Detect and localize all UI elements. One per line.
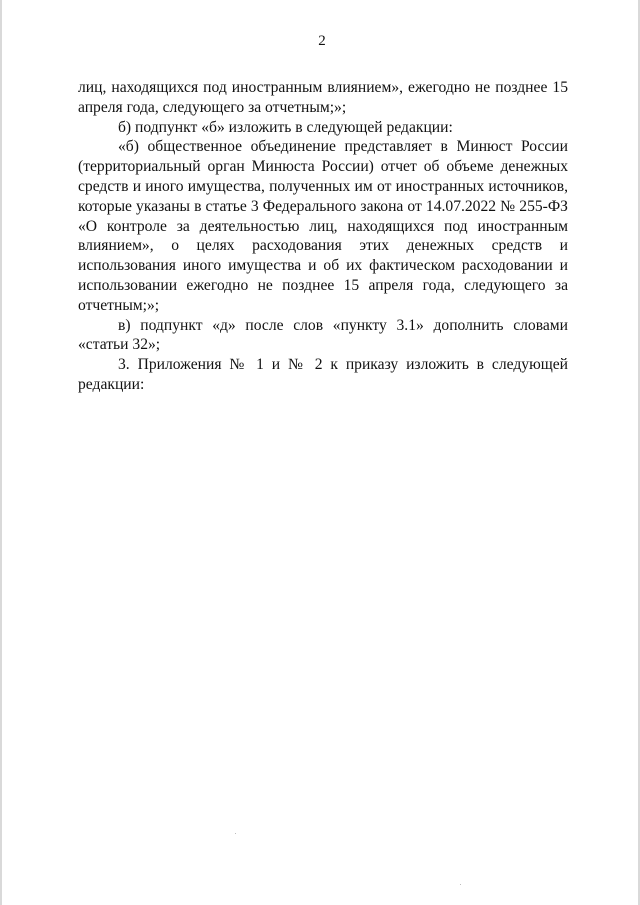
paragraph-subitem-v: в) подпункт «д» после слов «пункту 3.1» дополнить словами «статьи 32»;	[78, 316, 568, 354]
paragraph-new-wording-b: «б) общественное объединение представляет в Минюст России (территориальный орган Минюста России) отчет об объеме денежных средств и иного имущества, полученных им от иностранных источников, которые указаны в статье 3 Федерального закона от 14.07.2022 № 255-ФЗ «О контроле за деятельностью лиц, находящихся под иностранным влиянием», о целях расходования этих денежных средств и использования иного имущества и об их фактическом расходовании и использовании ежегодно не позднее 15 апреля года, следующего за отчетным;»;	[78, 138, 568, 314]
document-body	[78, 78, 568, 395]
scan-speck	[235, 833, 236, 834]
scan-speck	[460, 884, 461, 885]
paragraph-continuation: лиц, находящихся под иностранным влиянием», ежегодно не позднее 15 апреля года, следующего за отчетным;»;	[78, 79, 568, 116]
page-number: 2	[318, 33, 326, 49]
paragraph-subitem-b: б) подпункт «б» изложить в следующей редакции:	[118, 118, 453, 136]
paragraph-item-3: 3. Приложения № 1 и № 2 к приказу изложить в следующей редакции:	[78, 356, 568, 393]
